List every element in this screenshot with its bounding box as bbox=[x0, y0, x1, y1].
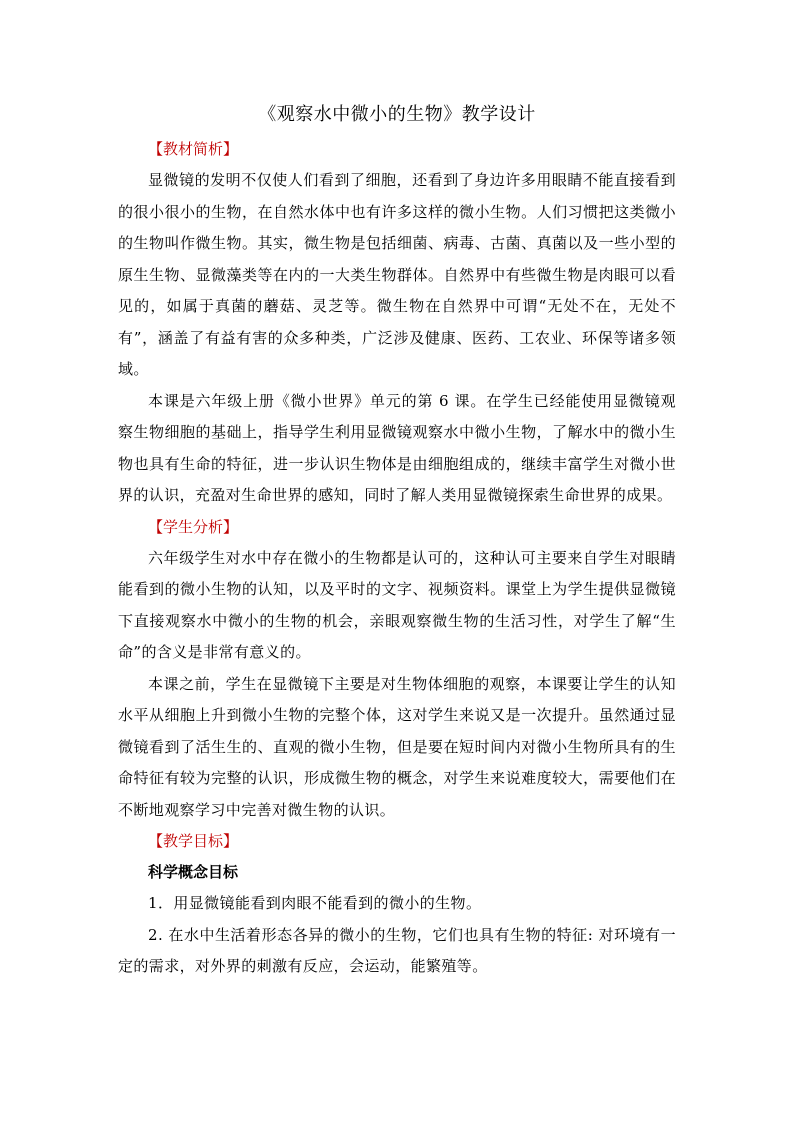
document-title: 《观察水中微小的生物》教学设计 bbox=[258, 104, 536, 125]
list-item: 2. 在水中生活着形态各异的微小的生物，它们也具有生物的特征: 对环境有一定的需求，对外界的刺激有反应，会运动，能繁殖等。 bbox=[118, 925, 676, 975]
section-heading bbox=[118, 826, 676, 857]
section-textbook-analysis bbox=[118, 134, 676, 512]
section-heading bbox=[118, 134, 676, 165]
section-heading-text: 【教学目标】 bbox=[148, 832, 239, 850]
section-teaching-objectives bbox=[118, 826, 676, 983]
document-page bbox=[118, 100, 676, 983]
list-item: 1．用显微镜能看到肉眼不能看到的微小的生物。 bbox=[148, 894, 482, 912]
section-student-analysis bbox=[118, 512, 676, 827]
paragraph: 本课是六年级上册《微小世界》单元的第 6 课。在学生已经能使用显微镜观察生物细胞的基础上，指导学生利用显微镜观察水中微小生物，了解水中的微小生物也具有生命的特征，进一步认识生物体是由细胞组成的，继续丰富学生对微小世界的认识，充盈对生命世界的感知，同时了解人类用显微镜探索生命世界的成果。 bbox=[118, 391, 676, 504]
section-heading-text: 【学生分析】 bbox=[148, 517, 239, 536]
section-heading-text: 【教材简析】 bbox=[148, 140, 239, 158]
paragraph: 本课之前，学生在显微镜下主要是对生物体细胞的观察，本课要让学生的认知水平从细胞上升到微小生物的完整个体，这对学生来说又是一次提升。虽然通过显微镜看到了活生生的、直观的微小生物，但是要在短时间内对微小生物所具有的生命特征有较为完整的认识，形成微生物的概念，对学生来说难度较大，需要他们在不断地观察学习中完善对微生物的认识。 bbox=[118, 674, 676, 819]
paragraph: 显微镜的发明不仅使人们看到了细胞，还看到了身边许多用眼睛不能直接看到的很小很小的生物，在自然水体中也有许多这样的微小生物。人们习惯把这类微小的生物叫作微生物。其实，微生物是包括细菌、病毒、古菌、真菌以及一些小型的原生生物、显微藻类等在内的一大类生物群体。自然界中有些微生物是肉眼可以看见的，如属于真菌的蘑菇、灵芝等。微生物在自然界中可谓“无处不在，无处不有”，涵盖了有益有害的众多种类，广泛涉及健康、医药、工农业、环保等诸多领域。 bbox=[118, 171, 676, 378]
subsection-heading: 科学概念目标 bbox=[148, 863, 239, 881]
paragraph: 六年级学生对水中存在微小的生物都是认可的，这种认可主要来自学生对眼睛能看到的微小生物的认知，以及平时的文字、视频资料。课堂上为学生提供显微镜下直接观察水中微小的生物的机会，亲眼观察微生物的生活习性，对学生了解“生命”的含义是非常有意义的。 bbox=[118, 548, 676, 661]
section-heading bbox=[118, 512, 676, 543]
